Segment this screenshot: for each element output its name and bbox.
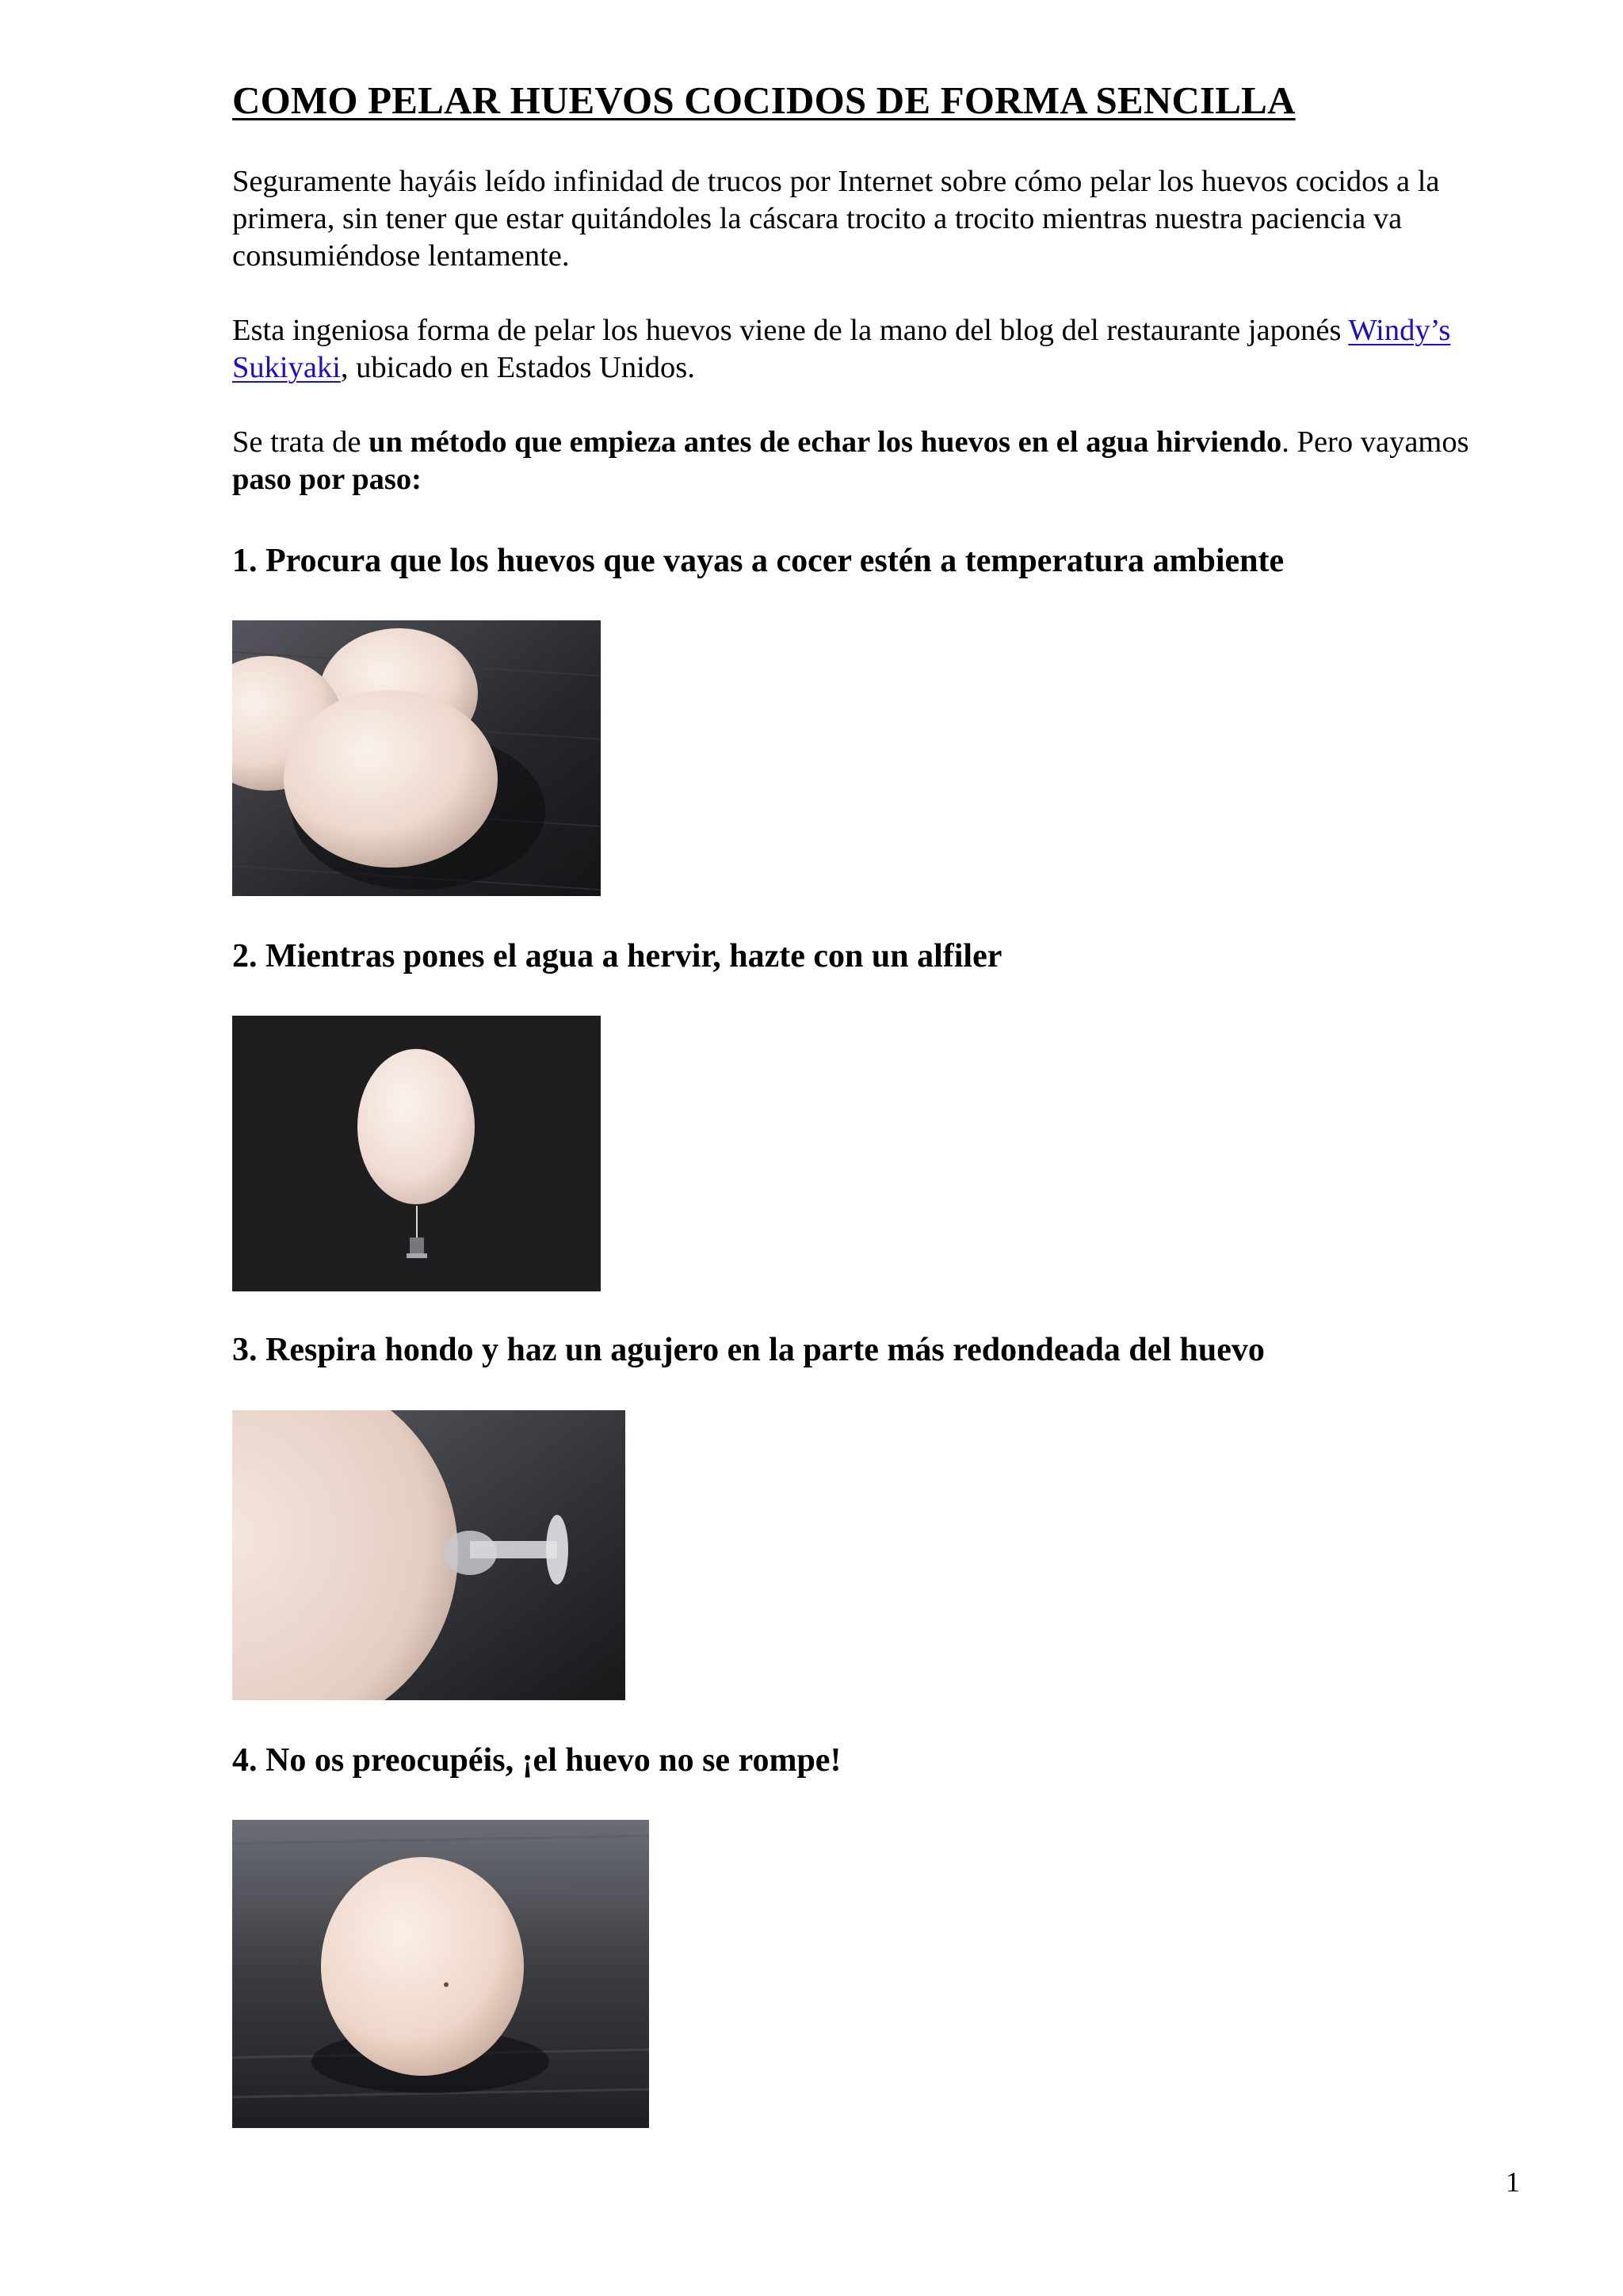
step-2-heading: 2. Mientras pones el agua a hervir, hazte con un alfiler <box>232 938 1002 974</box>
document-title: COMO PELAR HUEVOS COCIDOS DE FORMA SENCILLA <box>232 78 1296 122</box>
source-text-after-link: , ubicado en Estados Unidos. <box>340 351 695 384</box>
method-paragraph <box>232 424 1532 498</box>
method-text-1: Se trata de <box>232 425 369 459</box>
windys-sukiyaki-link[interactable]: Windy’s Sukiyaki <box>232 314 1451 384</box>
method-text-2: . Pero vayamos <box>1281 425 1469 459</box>
page-number: 1 <box>1506 2166 1520 2198</box>
intro-paragraph: Seguramente hayáis leído infinidad de trucos por Internet sobre cómo pelar los huevos cocidos a la primera, sin tener que estar quitándoles la cáscara trocito a trocito mientras nuestra paciencia va consumiéndose lentamente. <box>232 165 1440 273</box>
step-4-heading: 4. No os preocupéis, ¡el huevo no se rompe! <box>232 1742 842 1779</box>
step-3-heading: 3. Respira hondo y haz un agujero en la parte más redondeada del huevo <box>232 1332 1265 1368</box>
method-bold-2: paso por paso: <box>232 463 422 496</box>
step-2-photo-egg-and-pin <box>232 1016 601 1291</box>
step-1-photo-three-eggs <box>232 620 601 896</box>
source-text-before-link: Esta ingeniosa forma de pelar los huevos viene de la mano del blog del restaurante japonés <box>232 314 1349 347</box>
step-3-photo-pin-in-egg <box>232 1410 625 1700</box>
step-4-photo-egg-with-hole <box>232 1820 649 2128</box>
method-bold-1: un método que empieza antes de echar los huevos en el agua hirviendo <box>369 425 1282 459</box>
source-paragraph <box>232 312 1532 387</box>
step-1-heading: 1. Procura que los huevos que vayas a cocer estén a temperatura ambiente <box>232 543 1285 579</box>
